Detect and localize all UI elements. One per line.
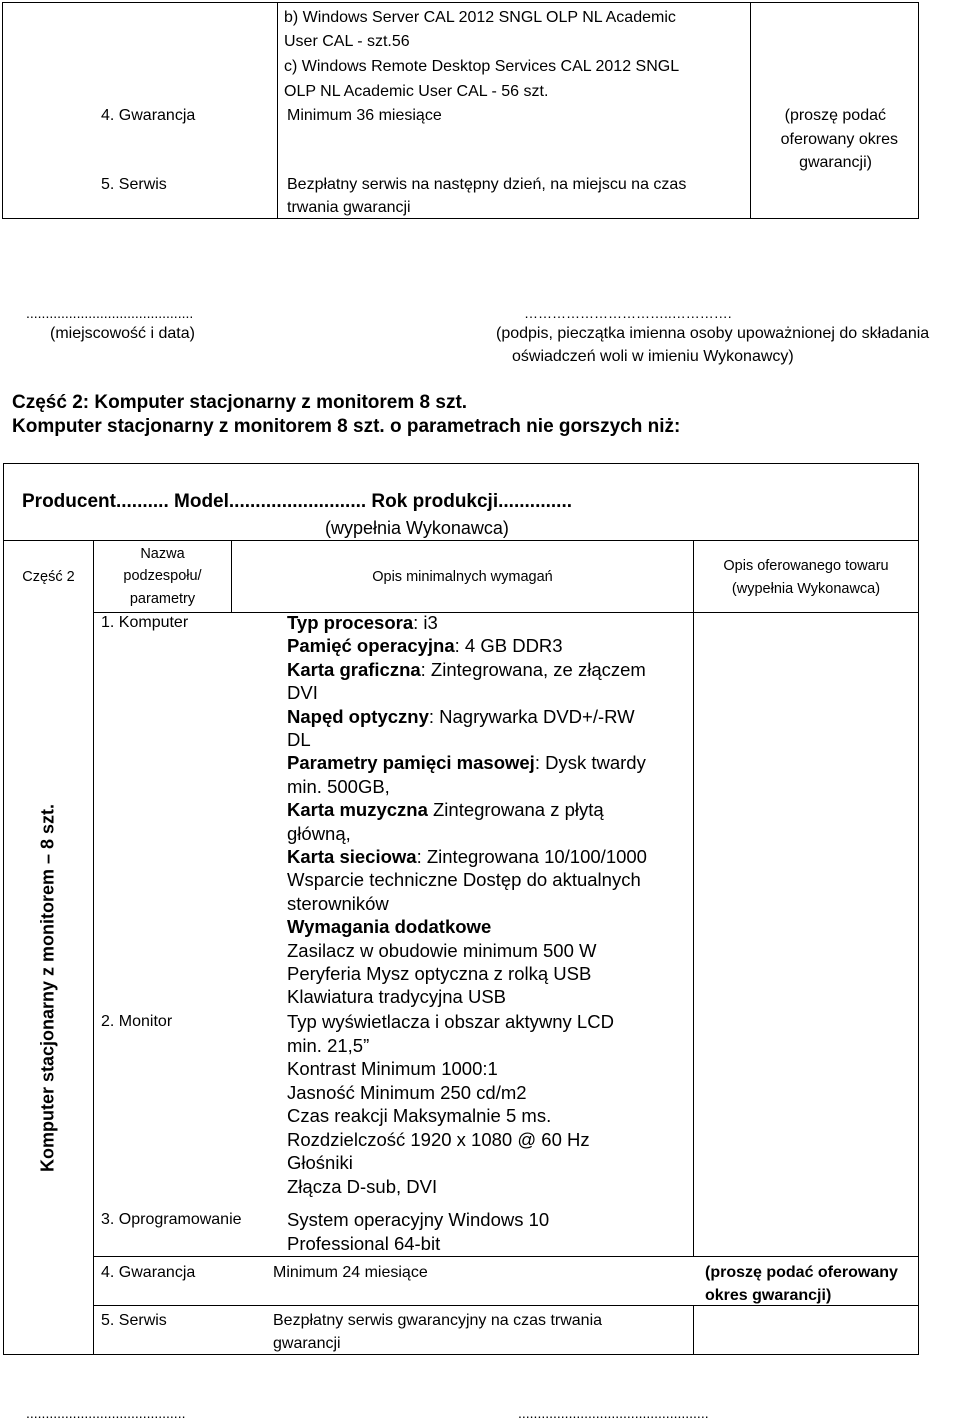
computer-spec-line (287, 985, 506, 1008)
computer-spec-value: Wsparcie techniczne Dostęp do aktualnych (287, 869, 641, 891)
computer-spec-key: Karta graficzna (287, 658, 421, 680)
computer-spec-line (287, 751, 646, 774)
computer-spec-value: : Zintegrowana 10/100/1000 (416, 846, 647, 867)
computer-spec-line (287, 892, 389, 915)
computer-spec-value: DVI (287, 682, 318, 704)
signature-dots: …………………………..…………. (524, 305, 732, 321)
row-service-value-1: Bezpłatny serwis gwarancyjny na czas trwania (273, 1312, 603, 1329)
software-spec-line-1: System operacyjny Windows 10 (287, 1209, 550, 1230)
computer-spec-line (287, 681, 318, 704)
computer-spec-value: główną, (287, 822, 351, 844)
computer-spec-value: : i3 (413, 612, 438, 633)
computer-spec-key: Karta sieciowa (287, 846, 417, 867)
top-service-label: 5. Serwis (101, 176, 167, 193)
computer-spec-key: Karta muzyczna (287, 799, 428, 821)
computer-spec-value: : 4 GB DDR3 (454, 635, 563, 657)
computer-spec-value: min. 500GB, (287, 775, 390, 797)
col-header-part: Część 2 (22, 569, 75, 585)
top-warranty-note-3: gwarancji) (799, 154, 872, 171)
computer-spec-value: : Zintegrowana, ze złączem (420, 658, 646, 680)
row-warranty-label: 4. Gwarancja (101, 1264, 196, 1281)
producer-line: Producent.......... Model.......................... Rok produkcji.............. (22, 491, 573, 512)
monitor-spec-line-6: Rozdzielczość 1920 x 1080 @ 60 Hz (287, 1129, 590, 1150)
monitor-spec-line-8: Złącza D-sub, DVI (287, 1176, 438, 1197)
monitor-spec-line-1: Typ wyświetlacza i obszar aktywny LCD (287, 1011, 614, 1032)
signature-label-1: (podpis, pieczątka imienna osoby upoważnionej do składania (496, 325, 930, 342)
row-warranty-value: Minimum 24 miesiące (273, 1264, 428, 1281)
computer-spec-value: Klawiatura tradycyjna USB (287, 986, 507, 1008)
computer-spec-key: Napęd optyczny (287, 705, 429, 727)
computer-spec-line (287, 845, 647, 868)
computer-spec-line (287, 868, 641, 891)
signature-label-2: oświadczeń woli w imieniu Wykonawcy) (512, 348, 794, 365)
computer-spec-key: Parametry pamięci masowej (287, 752, 535, 774)
top-warranty-value: Minimum 36 miesiące (287, 107, 442, 124)
bottom-dots-left: ......................................... (26, 1405, 186, 1421)
monitor-spec-line-3: Kontrast Minimum 1000:1 (287, 1058, 498, 1079)
top-service-value-1: Bezpłatny serwis na następny dzień, na miejscu na czas (287, 176, 687, 193)
computer-spec-line (287, 962, 591, 985)
top-warranty-label: 4. Gwarancja (101, 107, 196, 124)
computer-spec-line (287, 705, 635, 728)
computer-spec-line (287, 915, 491, 938)
col-header-requirements: Opis minimalnych wymagań (372, 569, 553, 585)
row-monitor-label: 2. Monitor (101, 1013, 173, 1030)
row-software-label: 3. Oprogramowanie (101, 1211, 242, 1228)
monitor-spec-line-4: Jasność Minimum 250 cd/m2 (287, 1082, 527, 1103)
computer-spec-key: Pamięć operacyjna (287, 635, 455, 657)
computer-spec-line (287, 658, 646, 681)
computer-spec-line (287, 775, 390, 798)
bottom-dots-right: ................................................. (518, 1405, 709, 1421)
monitor-spec-line-2: min. 21,5” (287, 1035, 370, 1056)
place-date-dots: ........................................... (26, 305, 194, 321)
computer-spec-value: Peryferia Mysz optyczna z rolką USB (287, 963, 592, 984)
computer-spec-key: Typ procesora (287, 612, 414, 633)
col-header-offer-2: (wypełnia Wykonawca) (731, 581, 881, 597)
monitor-spec-line-5: Czas reakcji Maksymalnie 5 ms. (287, 1105, 552, 1126)
vertical-row-label: Komputer stacjonarny z monitorem – 8 szt. (37, 803, 58, 1173)
computer-spec-value: sterowników (287, 892, 389, 914)
license-line-4: OLP NL Academic User CAL - 56 szt. (284, 83, 549, 100)
row-computer-label: 1. Komputer (101, 614, 189, 631)
top-warranty-note-1: (proszę podać (784, 107, 886, 124)
section-title: Część 2: Komputer stacjonarny z monitorem 8 szt. (12, 392, 468, 413)
col-header-name-2: podzespołu/ (123, 568, 202, 584)
row-service-label: 5. Serwis (101, 1312, 167, 1329)
top-service-value-2: trwania gwarancji (287, 199, 411, 216)
col-header-name-1: Nazwa (140, 546, 185, 562)
row-warranty-note-2: okres gwarancji) (705, 1287, 832, 1304)
license-line-1: b) Windows Server CAL 2012 SNGL OLP NL Academic (284, 9, 676, 26)
computer-spec-line (287, 634, 563, 657)
row-service-value-2: gwarancji (273, 1335, 341, 1352)
monitor-spec-line-7: Głośniki (287, 1152, 353, 1173)
row-warranty-note-1: (proszę podać oferowany (705, 1264, 898, 1281)
col-header-name-3: parametry (129, 591, 196, 607)
computer-spec-value: Zintegrowana z płytą (427, 799, 604, 821)
computer-spec-line (287, 728, 311, 751)
computer-spec-value: : Dysk twardy (534, 752, 646, 774)
computer-spec-line (287, 611, 438, 634)
computer-spec-key: Wymagania dodatkowe (287, 916, 492, 938)
place-date-label: (miejscowość i data) (50, 325, 195, 342)
license-line-3: c) Windows Remote Desktop Services CAL 2012 SNGL (284, 58, 680, 75)
license-line-2: User CAL - szt.56 (284, 33, 410, 50)
software-spec-line-2: Professional 64-bit (287, 1233, 441, 1254)
section-subtitle: Komputer stacjonarny z monitorem 8 szt. o parametrach nie gorszych niż: (12, 416, 681, 437)
producer-note: (wypełnia Wykonawca) (325, 518, 509, 538)
computer-spec-value: Zasilacz w obudowie minimum 500 W (287, 939, 597, 961)
computer-spec-value: : Nagrywarka DVD+/-RW (428, 705, 635, 727)
col-header-offer-1: Opis oferowanego towaru (723, 558, 889, 574)
computer-spec-line (287, 939, 596, 962)
computer-spec-line (287, 798, 604, 821)
top-warranty-note-2: oferowany okres (780, 131, 898, 148)
computer-spec-value: DL (287, 729, 311, 750)
computer-spec-line (287, 822, 351, 845)
